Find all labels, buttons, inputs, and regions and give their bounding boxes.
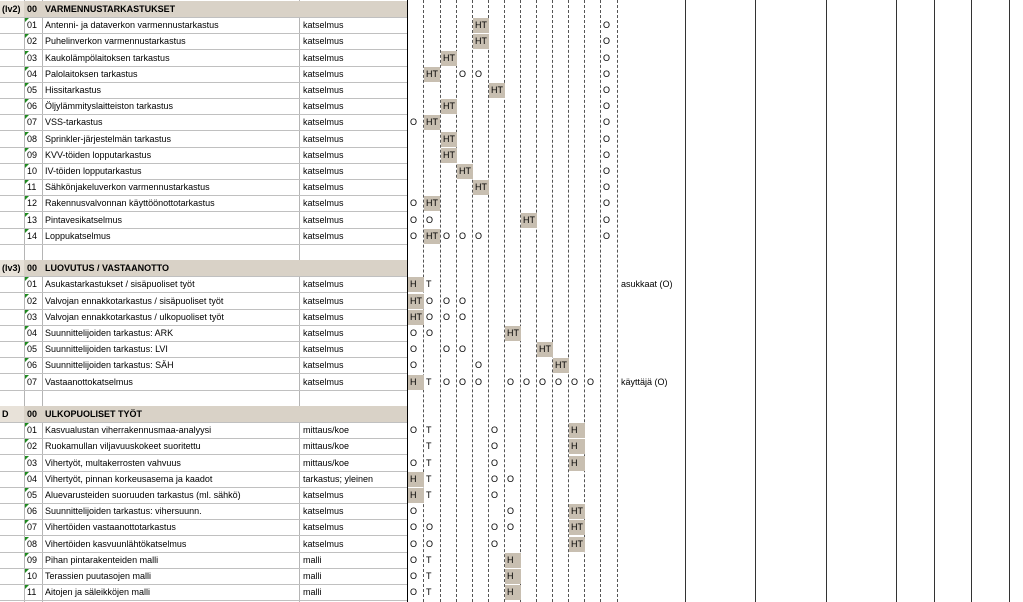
- responsibility-mark[interactable]: HT: [424, 115, 440, 130]
- responsibility-mark[interactable]: T: [426, 490, 432, 500]
- responsibility-mark[interactable]: O: [426, 522, 434, 532]
- row-number-cell[interactable]: 07: [27, 522, 38, 532]
- row-number-cell[interactable]: 09: [27, 555, 38, 565]
- row-number-cell[interactable]: 11: [27, 182, 37, 192]
- inspection-type-cell[interactable]: katselmus: [303, 279, 344, 289]
- row-number-cell[interactable]: 06: [27, 101, 38, 111]
- responsibility-mark[interactable]: O: [426, 328, 434, 338]
- row-number-cell[interactable]: 04: [27, 328, 38, 338]
- inspection-name-cell[interactable]: Pihan pintarakenteiden malli: [45, 555, 159, 565]
- row-gridline: [0, 244, 407, 245]
- responsibility-mark[interactable]: O: [410, 198, 418, 208]
- responsibility-mark[interactable]: O: [410, 117, 418, 127]
- responsibility-mark[interactable]: HT: [569, 520, 585, 535]
- inspection-type-cell[interactable]: katselmus: [303, 377, 344, 387]
- responsibility-mark[interactable]: O: [603, 69, 611, 79]
- responsibility-mark[interactable]: HT: [489, 83, 505, 98]
- inspection-name-cell[interactable]: Ruokamullan viljavuuskokeet suoritettu: [45, 441, 201, 451]
- inspection-name-cell[interactable]: Terassien puutasojen malli: [45, 571, 152, 581]
- column-gridline: [971, 0, 972, 602]
- responsibility-mark[interactable]: H: [569, 456, 585, 471]
- responsibility-mark[interactable]: O: [475, 360, 483, 370]
- row-number-cell[interactable]: 09: [27, 150, 38, 160]
- column-gridline: [755, 0, 756, 602]
- inspection-name-cell[interactable]: Pintavesikatselmus: [45, 215, 123, 225]
- row-number-cell[interactable]: 10: [27, 166, 38, 176]
- column-gridline-dashed: [536, 0, 537, 602]
- column-gridline: [896, 0, 897, 602]
- responsibility-mark[interactable]: O: [507, 377, 515, 387]
- inspection-type-cell[interactable]: mittaus/koe: [303, 441, 350, 451]
- inspection-type-cell[interactable]: katselmus: [303, 85, 344, 95]
- responsibility-mark[interactable]: O: [587, 377, 595, 387]
- responsibility-mark[interactable]: O: [410, 215, 418, 225]
- row-number-cell[interactable]: 06: [27, 360, 38, 370]
- responsibility-mark[interactable]: T: [426, 377, 432, 387]
- responsibility-mark[interactable]: H: [408, 277, 424, 292]
- inspection-type-cell[interactable]: katselmus: [303, 198, 344, 208]
- responsibility-mark[interactable]: O: [603, 198, 611, 208]
- responsibility-mark[interactable]: T: [426, 571, 432, 581]
- responsibility-mark[interactable]: T: [426, 279, 432, 289]
- column-gridline: [826, 0, 827, 602]
- responsibility-mark[interactable]: HT: [441, 132, 457, 147]
- row-number-cell[interactable]: 10: [27, 571, 38, 581]
- responsibility-mark[interactable]: O: [443, 231, 451, 241]
- responsibility-mark[interactable]: H: [569, 423, 585, 438]
- responsibility-mark[interactable]: O: [491, 539, 499, 549]
- responsibility-mark[interactable]: HT: [441, 148, 457, 163]
- inspection-type-cell[interactable]: katselmus: [303, 344, 344, 354]
- section-level-cell[interactable]: D: [2, 409, 9, 419]
- section-number-cell[interactable]: 00: [27, 409, 38, 419]
- row-gridline: [0, 390, 407, 391]
- row-number-cell[interactable]: 01: [27, 279, 38, 289]
- column-gridline-dashed: [552, 0, 553, 602]
- responsibility-mark[interactable]: O: [410, 360, 418, 370]
- inspection-name-cell[interactable]: Kasvualustan viherrakennusmaa-analyysi: [45, 425, 212, 435]
- inspection-type-cell[interactable]: katselmus: [303, 166, 344, 176]
- row-number-cell[interactable]: 04: [27, 69, 38, 79]
- inspection-type-cell[interactable]: katselmus: [303, 506, 344, 516]
- inspection-name-cell[interactable]: Vihertöiden kasvuunlähtökatselmus: [45, 539, 187, 549]
- inspection-type-cell[interactable]: katselmus: [303, 117, 344, 127]
- responsibility-mark[interactable]: O: [410, 539, 418, 549]
- inspection-type-cell[interactable]: katselmus: [303, 20, 344, 30]
- row-number-cell[interactable]: 02: [27, 441, 38, 451]
- responsibility-mark[interactable]: HT: [569, 504, 585, 519]
- responsibility-mark[interactable]: O: [410, 571, 418, 581]
- responsibility-mark[interactable]: O: [459, 344, 467, 354]
- row-number-cell[interactable]: 05: [27, 85, 38, 95]
- responsibility-mark[interactable]: HT: [424, 67, 440, 82]
- section-level-cell[interactable]: (lv2): [2, 4, 21, 14]
- responsibility-mark[interactable]: HT: [457, 164, 473, 179]
- responsibility-mark[interactable]: O: [603, 134, 611, 144]
- inspection-name-cell[interactable]: Antenni- ja dataverkon varmennustarkastus: [45, 20, 219, 30]
- responsibility-mark[interactable]: O: [603, 101, 611, 111]
- responsibility-mark[interactable]: O: [443, 377, 451, 387]
- responsibility-mark[interactable]: O: [507, 522, 515, 532]
- inspection-type-cell[interactable]: mittaus/koe: [303, 425, 350, 435]
- responsibility-mark[interactable]: HT: [441, 51, 457, 66]
- responsibility-mark[interactable]: H: [569, 439, 585, 454]
- row-number-cell[interactable]: 08: [27, 539, 38, 549]
- inspection-name-cell[interactable]: Loppukatselmus: [45, 231, 111, 241]
- row-number-cell[interactable]: 02: [27, 296, 38, 306]
- responsibility-mark[interactable]: O: [491, 458, 499, 468]
- responsibility-mark[interactable]: O: [603, 53, 611, 63]
- inspection-name-cell[interactable]: Sprinkler-järjestelmän tarkastus: [45, 134, 172, 144]
- inspection-name-cell[interactable]: Rakennusvalvonnan käyttöönottotarkastus: [45, 198, 215, 208]
- column-gridline: [1009, 0, 1010, 602]
- inspection-name-cell[interactable]: Vastaanottokatselmus: [45, 377, 133, 387]
- responsibility-mark[interactable]: H: [505, 553, 521, 568]
- inspection-name-cell[interactable]: Valvojan ennakkotarkastus / sisäpuoliset työt: [45, 296, 224, 306]
- row-note-cell[interactable]: asukkaat (O): [621, 279, 673, 289]
- inspection-name-cell[interactable]: Suunnittelijoiden tarkastus: ARK: [45, 328, 174, 338]
- responsibility-mark[interactable]: O: [459, 69, 467, 79]
- row-gridline: [0, 600, 407, 601]
- responsibility-mark[interactable]: O: [410, 522, 418, 532]
- section-title-cell[interactable]: LUOVUTUS / VASTAANOTTO: [45, 263, 170, 273]
- responsibility-mark[interactable]: O: [555, 377, 563, 387]
- responsibility-mark[interactable]: O: [410, 458, 418, 468]
- responsibility-mark[interactable]: O: [426, 296, 434, 306]
- responsibility-mark[interactable]: O: [507, 474, 515, 484]
- inspection-type-cell[interactable]: katselmus: [303, 69, 344, 79]
- responsibility-mark[interactable]: HT: [408, 294, 424, 309]
- responsibility-mark[interactable]: HT: [408, 310, 424, 325]
- responsibility-mark[interactable]: O: [491, 425, 499, 435]
- inspection-name-cell[interactable]: Vihertyöt, pinnan korkeusasema ja kaadot: [45, 474, 213, 484]
- responsibility-mark[interactable]: T: [426, 458, 432, 468]
- row-number-cell[interactable]: 06: [27, 506, 38, 516]
- responsibility-mark[interactable]: T: [426, 474, 432, 484]
- inspection-type-cell[interactable]: katselmus: [303, 539, 344, 549]
- responsibility-mark[interactable]: O: [603, 182, 611, 192]
- inspection-name-cell[interactable]: Aitojen ja säleikköjen malli: [45, 587, 151, 597]
- section-number-cell[interactable]: 00: [27, 263, 38, 273]
- inspection-type-cell[interactable]: malli: [303, 587, 322, 597]
- inspection-type-cell[interactable]: mittaus/koe: [303, 458, 350, 468]
- inspection-type-cell[interactable]: malli: [303, 555, 322, 565]
- inspection-type-cell[interactable]: katselmus: [303, 53, 344, 63]
- responsibility-mark[interactable]: O: [410, 425, 418, 435]
- inspection-type-cell[interactable]: katselmus: [303, 36, 344, 46]
- responsibility-mark[interactable]: HT: [473, 18, 489, 33]
- responsibility-mark[interactable]: O: [459, 296, 467, 306]
- responsibility-mark[interactable]: O: [410, 328, 418, 338]
- responsibility-mark[interactable]: H: [505, 585, 521, 600]
- row-note-cell[interactable]: käyttäjä (O): [621, 377, 668, 387]
- inspection-name-cell[interactable]: Suunnittelijoiden tarkastus: vihersuunn.: [45, 506, 202, 516]
- row-number-cell[interactable]: 01: [27, 425, 38, 435]
- row-number-cell[interactable]: 12: [27, 198, 38, 208]
- inspection-type-cell[interactable]: katselmus: [303, 328, 344, 338]
- responsibility-mark[interactable]: HT: [569, 537, 585, 552]
- inspection-name-cell[interactable]: Asukastarkastukset / sisäpuoliset työt: [45, 279, 195, 289]
- inspection-type-cell[interactable]: katselmus: [303, 490, 344, 500]
- section-title-cell[interactable]: ULKOPUOLISET TYÖT: [45, 409, 143, 419]
- section-level-cell[interactable]: (lv3): [2, 263, 21, 273]
- responsibility-mark[interactable]: T: [426, 441, 432, 451]
- inspection-type-cell[interactable]: katselmus: [303, 215, 344, 225]
- column-gridline-dashed: [617, 0, 618, 602]
- column-gridline: [934, 0, 935, 602]
- inspection-name-cell[interactable]: Suunnittelijoiden tarkastus: LVI: [45, 344, 168, 354]
- inspection-name-cell[interactable]: Palolaitoksen tarkastus: [45, 69, 138, 79]
- row-number-cell[interactable]: 03: [27, 312, 38, 322]
- responsibility-mark[interactable]: O: [603, 231, 611, 241]
- inspection-name-cell[interactable]: KVV-töiden lopputarkastus: [45, 150, 152, 160]
- responsibility-mark[interactable]: O: [539, 377, 547, 387]
- responsibility-mark[interactable]: HT: [537, 342, 553, 357]
- responsibility-mark[interactable]: HT: [441, 99, 457, 114]
- row-number-cell[interactable]: 03: [27, 53, 38, 63]
- row-number-cell[interactable]: 05: [27, 344, 38, 354]
- responsibility-mark[interactable]: O: [491, 490, 499, 500]
- responsibility-mark[interactable]: O: [523, 377, 531, 387]
- responsibility-mark[interactable]: O: [603, 85, 611, 95]
- row-number-cell[interactable]: 07: [27, 377, 38, 387]
- responsibility-mark[interactable]: HT: [424, 229, 440, 244]
- inspection-name-cell[interactable]: VSS-tarkastus: [45, 117, 103, 127]
- inspection-type-cell[interactable]: malli: [303, 571, 322, 581]
- responsibility-mark[interactable]: O: [459, 377, 467, 387]
- inspection-type-cell[interactable]: katselmus: [303, 150, 344, 160]
- inspection-name-cell[interactable]: Puhelinverkon varmennustarkastus: [45, 36, 186, 46]
- inspection-type-cell[interactable]: katselmus: [303, 134, 344, 144]
- responsibility-mark[interactable]: O: [603, 36, 611, 46]
- row-number-cell[interactable]: 08: [27, 134, 38, 144]
- responsibility-mark[interactable]: HT: [424, 196, 440, 211]
- inspection-type-cell[interactable]: katselmus: [303, 296, 344, 306]
- responsibility-mark[interactable]: T: [426, 425, 432, 435]
- responsibility-mark[interactable]: O: [491, 522, 499, 532]
- responsibility-mark[interactable]: O: [426, 215, 434, 225]
- responsibility-mark[interactable]: H: [408, 488, 424, 503]
- responsibility-mark[interactable]: O: [475, 377, 483, 387]
- row-number-cell[interactable]: 01: [27, 20, 38, 30]
- responsibility-mark[interactable]: O: [459, 312, 467, 322]
- responsibility-mark[interactable]: HT: [473, 34, 489, 49]
- inspection-type-cell[interactable]: katselmus: [303, 360, 344, 370]
- responsibility-mark[interactable]: O: [491, 441, 499, 451]
- section-title-cell[interactable]: VARMENNUSTARKASTUKSET: [45, 4, 176, 14]
- row-number-cell[interactable]: 14: [27, 231, 38, 241]
- responsibility-mark[interactable]: O: [426, 539, 434, 549]
- responsibility-mark[interactable]: HT: [505, 326, 521, 341]
- inspection-name-cell[interactable]: Hissitarkastus: [45, 85, 102, 95]
- responsibility-mark[interactable]: O: [410, 506, 418, 516]
- responsibility-mark[interactable]: O: [603, 20, 611, 30]
- inspection-type-cell[interactable]: tarkastus; yleinen: [303, 474, 374, 484]
- row-number-cell[interactable]: 07: [27, 117, 38, 127]
- inspection-name-cell[interactable]: Suunnittelijoiden tarkastus: SÄH: [45, 360, 174, 370]
- responsibility-mark[interactable]: O: [410, 587, 418, 597]
- inspection-name-cell[interactable]: Kaukolämpölaitoksen tarkastus: [45, 53, 170, 63]
- inspection-type-cell[interactable]: katselmus: [303, 182, 344, 192]
- responsibility-mark[interactable]: O: [603, 150, 611, 160]
- responsibility-mark[interactable]: O: [507, 506, 515, 516]
- row-number-cell[interactable]: 04: [27, 474, 38, 484]
- responsibility-mark[interactable]: O: [603, 117, 611, 127]
- row-number-cell[interactable]: 05: [27, 490, 38, 500]
- row-number-cell[interactable]: 03: [27, 458, 38, 468]
- row-number-cell[interactable]: 13: [27, 215, 38, 225]
- responsibility-mark[interactable]: HT: [553, 358, 569, 373]
- inspection-name-cell[interactable]: Vihertöiden vastaanottotarkastus: [45, 522, 176, 532]
- responsibility-mark[interactable]: O: [443, 312, 451, 322]
- responsibility-mark[interactable]: HT: [521, 213, 537, 228]
- row-number-cell[interactable]: 02: [27, 36, 38, 46]
- inspection-type-cell[interactable]: katselmus: [303, 231, 344, 241]
- inspection-type-cell[interactable]: katselmus: [303, 312, 344, 322]
- responsibility-mark[interactable]: O: [410, 555, 418, 565]
- responsibility-mark[interactable]: O: [426, 312, 434, 322]
- responsibility-mark[interactable]: H: [505, 569, 521, 584]
- responsibility-mark[interactable]: O: [410, 344, 418, 354]
- responsibility-mark[interactable]: H: [408, 472, 424, 487]
- responsibility-mark[interactable]: O: [410, 231, 418, 241]
- section-number-cell[interactable]: 00: [27, 4, 38, 14]
- responsibility-mark[interactable]: O: [443, 344, 451, 354]
- responsibility-mark[interactable]: O: [459, 231, 467, 241]
- inspection-name-cell[interactable]: Aluevarusteiden suoruuden tarkastus (ml. sähkö): [45, 490, 241, 500]
- responsibility-mark[interactable]: O: [603, 215, 611, 225]
- row-number-cell[interactable]: 11: [27, 587, 37, 597]
- responsibility-mark[interactable]: T: [426, 587, 432, 597]
- inspection-name-cell[interactable]: Vihertyöt, multakerrosten vahvuus: [45, 458, 181, 468]
- inspection-type-cell[interactable]: katselmus: [303, 522, 344, 532]
- inspection-name-cell[interactable]: Öljylämmityslaitteiston tarkastus: [45, 101, 174, 111]
- column-gridline: [685, 0, 686, 602]
- inspection-name-cell[interactable]: Sähkönjakeluverkon varmennustarkastus: [45, 182, 210, 192]
- responsibility-mark[interactable]: HT: [473, 180, 489, 195]
- responsibility-mark[interactable]: T: [426, 555, 432, 565]
- inspection-type-cell[interactable]: katselmus: [303, 101, 344, 111]
- responsibility-mark[interactable]: O: [603, 166, 611, 176]
- responsibility-mark[interactable]: O: [443, 296, 451, 306]
- responsibility-mark[interactable]: H: [408, 375, 424, 390]
- responsibility-mark[interactable]: O: [475, 231, 483, 241]
- responsibility-mark[interactable]: O: [571, 377, 579, 387]
- inspection-name-cell[interactable]: IV-töiden lopputarkastus: [45, 166, 142, 176]
- inspection-name-cell[interactable]: Valvojan ennakkotarkastus / ulkopuoliset työt: [45, 312, 224, 322]
- responsibility-mark[interactable]: O: [491, 474, 499, 484]
- responsibility-mark[interactable]: O: [475, 69, 483, 79]
